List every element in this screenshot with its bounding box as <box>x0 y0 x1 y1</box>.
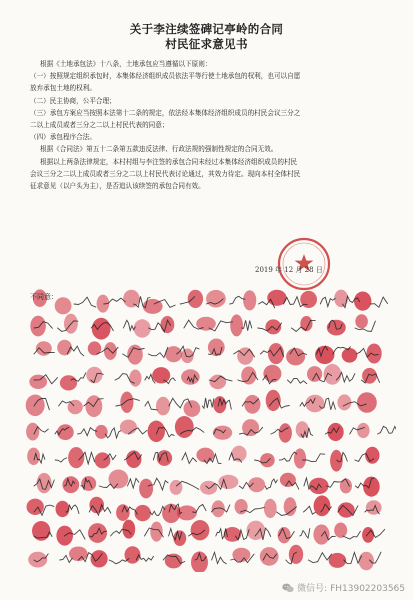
handwritten-name <box>55 458 66 462</box>
document-body <box>30 58 390 192</box>
fingerprint <box>294 448 306 468</box>
fingerprint <box>313 524 329 544</box>
fingerprint <box>68 447 84 468</box>
fingerprint <box>210 375 227 390</box>
handwritten-name <box>202 398 214 408</box>
wechat-icon <box>282 583 294 593</box>
fingerprint <box>279 423 292 442</box>
fingerprint <box>139 479 153 499</box>
fingerprints <box>26 289 382 572</box>
handwritten-name <box>128 478 139 488</box>
handwritten-name <box>182 453 197 464</box>
fingerprint <box>191 520 210 540</box>
handwritten-name <box>74 297 96 307</box>
fingerprint <box>88 523 107 543</box>
fingerprint <box>355 314 368 328</box>
fingerprint <box>165 554 183 569</box>
title-line-2: 村民征求意见书 <box>165 37 248 51</box>
fingerprint <box>366 500 382 515</box>
fingerprint <box>92 318 111 340</box>
fingerprint <box>29 375 47 389</box>
fingerprint <box>161 316 175 333</box>
paragraph: 二以上成员或者三分之二以上村民代表的同意； <box>30 121 169 130</box>
handwritten-name <box>308 553 331 563</box>
fingerprint <box>243 290 256 310</box>
document-title <box>0 22 413 51</box>
fingerprint <box>334 523 347 538</box>
paragraph: 征求意见（以户头为主），是否追认该续签的承包合同有效。 <box>30 182 205 191</box>
fingerprint <box>305 395 324 413</box>
handwritten-name <box>288 379 307 384</box>
fingerprint <box>122 520 135 539</box>
fingerprint <box>27 499 44 515</box>
paragraph: 根据《土地承包法》十八条，土地承包应当遵循以下原则： <box>40 60 212 68</box>
handwritten-name <box>230 296 245 304</box>
fingerprint <box>120 392 133 413</box>
handwritten-name <box>242 320 252 330</box>
fingerprint <box>152 367 170 383</box>
handwritten-name <box>320 297 335 306</box>
fingerprint <box>129 370 141 387</box>
fingerprint <box>134 319 151 337</box>
handwritten-name <box>378 426 396 434</box>
signature-prefix: 不同意： <box>30 293 58 301</box>
handwritten-name <box>212 552 227 564</box>
signature-area <box>24 282 396 572</box>
fingerprint <box>28 552 47 568</box>
fingerprint <box>26 395 45 417</box>
fingerprint <box>200 481 217 495</box>
title-line-1: 关于李注续签碑记亭岭的合同 <box>129 22 284 36</box>
fingerprint <box>260 453 275 467</box>
fingerprint <box>181 369 200 384</box>
handwritten-name <box>123 320 135 330</box>
fingerprint <box>116 504 130 521</box>
fingerprint <box>95 452 111 468</box>
handwritten-name <box>300 529 310 538</box>
fingerprint <box>148 421 165 443</box>
fingerprint <box>362 368 377 384</box>
fingerprint <box>248 477 265 492</box>
handwritten-name <box>344 553 362 564</box>
fingerprint <box>188 290 203 308</box>
fingerprint <box>264 499 277 518</box>
fingerprint <box>91 550 108 567</box>
fingerprint <box>342 348 358 363</box>
handwritten-name <box>265 479 277 489</box>
paragraph: （四）承包程序合法。 <box>30 133 96 142</box>
fingerprint <box>95 425 108 439</box>
fingerprint <box>359 552 374 571</box>
fingerprint <box>237 347 253 364</box>
fingerprint <box>230 314 243 336</box>
watermark-text: 微信号: FH13902203565 <box>297 584 405 594</box>
handwritten-name <box>304 506 316 514</box>
fingerprint <box>357 423 370 438</box>
fingerprint <box>284 497 297 516</box>
fingerprint <box>337 394 351 410</box>
fingerprint <box>324 364 342 385</box>
fingerprint <box>244 395 260 414</box>
paragraph: （三）承包方案应当按照本法第十二条的规定，依法经本集体经济组织成员的村民会议三分之 <box>30 108 301 117</box>
paragraph: 根据《合同法》第五十二条第五款违反法律、行政法规的强制性规定的合同无效。 <box>40 145 278 154</box>
paragraph: （二）民主协商，公平合理； <box>30 96 116 105</box>
handwritten-name <box>105 428 121 438</box>
fingerprint <box>123 290 139 308</box>
fingerprint <box>357 392 377 413</box>
handwritten-name <box>78 428 97 436</box>
fingerprint <box>27 448 40 465</box>
paragraph: （一）按照规定组织承包时，本集体经济组织成员依法平等行使土地承包的权利，也可以自愿 <box>30 72 301 81</box>
document-date: 2019 年 12 月 28 日 <box>255 266 323 274</box>
fingerprint <box>314 495 331 516</box>
fingerprint <box>30 316 46 337</box>
fingerprint <box>354 292 371 311</box>
fingerprint <box>120 420 137 435</box>
fingerprint <box>340 479 352 494</box>
fingerprint <box>57 340 72 356</box>
fingerprint <box>56 501 70 517</box>
handwritten-name <box>145 401 158 410</box>
fingerprint <box>362 527 374 543</box>
fingerprint <box>60 375 77 390</box>
handwritten-name <box>148 347 168 357</box>
fingerprint <box>315 346 334 364</box>
fingerprint <box>184 400 201 417</box>
fingerprint <box>125 546 141 563</box>
fingerprint <box>175 416 194 438</box>
paragraph: 会议三分之二以上成员或者三分之二以上村民代表讨论通过，其效力待定。现向本村全体村民 <box>30 169 301 178</box>
fingerprint <box>26 423 39 441</box>
fingerprint <box>57 424 74 440</box>
fingerprint <box>62 476 79 493</box>
handwritten-name <box>370 297 387 307</box>
fingerprint <box>367 344 382 364</box>
fingerprint <box>289 545 303 564</box>
fingerprint <box>150 522 162 542</box>
paragraph: 根据以上两条法律规定，本村村组与李注签的承包合同未经过本集体经济组织成员的村民 <box>40 157 298 166</box>
fingerprint <box>156 397 170 416</box>
paragraph: 放弃承包土地的权利。 <box>30 84 96 93</box>
watermark <box>282 581 405 594</box>
